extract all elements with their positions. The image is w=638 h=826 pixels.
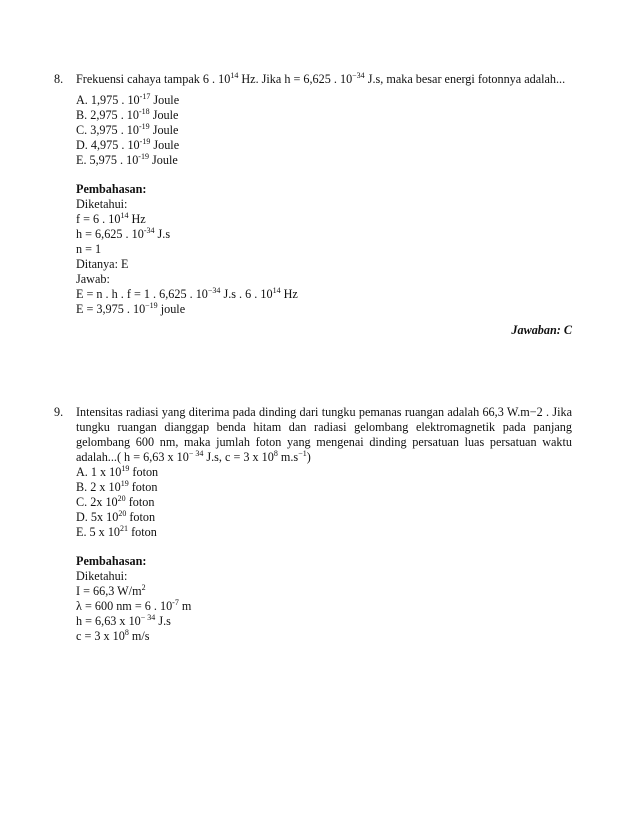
given-text: h = 6,625 . 10 (76, 227, 144, 241)
option-text: C. 3,975 . 10 (76, 123, 139, 137)
pembahasan-title: Pembahasan: (76, 182, 147, 196)
option-text: B. 2 x 10 (76, 480, 121, 494)
exponent: 20 (117, 493, 126, 503)
given-planck (76, 614, 572, 629)
pembahasan-title: Pembahasan: (76, 554, 147, 568)
exponent: -7 (172, 597, 179, 607)
option-a (76, 93, 572, 108)
jawab-label: Jawab: (76, 272, 110, 286)
option-unit: foton (129, 465, 159, 479)
explanation (76, 554, 572, 644)
question-8 (54, 72, 572, 338)
option-text: D. 4,975 . 10 (76, 138, 140, 152)
formula-text: J.s . 6 . 10 (220, 287, 273, 301)
given-text: f = 6 . 10 (76, 212, 121, 226)
option-unit: Joule (148, 153, 178, 167)
exponent: -19 (138, 121, 150, 131)
question-text-part: J.s, c = 3 x 10 (203, 450, 274, 464)
exponent: -19 (138, 151, 149, 161)
option-e (76, 525, 572, 540)
option-d (76, 510, 572, 525)
option-text: E. 5 x 10 (76, 525, 121, 539)
given-light-speed (76, 629, 572, 644)
question-text-part: ) (306, 450, 311, 464)
exponent: 21 (120, 523, 129, 533)
given-text: h = 6,63 x 10 (76, 614, 141, 628)
exponent: -19 (139, 136, 151, 146)
question-number: 9. (54, 405, 64, 419)
exponent: −34 (207, 285, 221, 295)
option-unit: Joule (149, 108, 179, 122)
option-unit: foton (128, 525, 157, 539)
given-text: c = 3 x 10 (76, 629, 125, 643)
option-e (76, 153, 572, 168)
given-text: λ = 600 nm = 6 . 10 (76, 599, 173, 613)
exponent: −19 (145, 300, 158, 310)
given-unit: m/s (128, 629, 150, 643)
exponent: 14 (120, 210, 129, 220)
option-text: D. 5x 10 (76, 510, 119, 524)
exponent: 2 (141, 582, 146, 592)
given-unit: J.s (155, 614, 171, 628)
option-unit: Joule (150, 93, 180, 107)
option-text: A. 1,975 . 10 (76, 93, 140, 107)
exponent: −1 (298, 448, 307, 458)
question-9 (54, 405, 572, 644)
exponent: -17 (139, 91, 151, 101)
option-c (76, 495, 572, 510)
ditanya-label: Ditanya: E (76, 257, 129, 271)
given-unit: m (178, 599, 192, 613)
option-c (76, 123, 572, 138)
given-unit: Hz (128, 212, 146, 226)
diketahui-label: Diketahui: (76, 197, 128, 211)
question-number: 8. (54, 72, 64, 86)
option-unit: foton (125, 495, 155, 509)
spacer (54, 540, 572, 554)
exponent: 8 (124, 627, 129, 637)
question-text (76, 72, 572, 87)
question-text-part: Frekuensi cahaya tampak 6 . 10 (76, 72, 231, 86)
given-wavelength (76, 599, 572, 614)
question-text-part: J.s, maka besar energi fotonnya adalah... (364, 72, 566, 86)
given-frequency (76, 212, 572, 227)
explanation (76, 182, 572, 317)
exponent: 8 (273, 448, 278, 458)
question-text-part: Hz. Jika h = 6,625 . 10 (238, 72, 353, 86)
option-unit: foton (126, 510, 156, 524)
exponent: -34 (143, 225, 155, 235)
option-text: A. 1 x 10 (76, 465, 122, 479)
result-unit: joule (157, 302, 186, 316)
option-unit: Joule (149, 123, 179, 137)
question-9-header (54, 405, 572, 465)
question-8-header (54, 72, 572, 87)
exponent: -18 (138, 106, 150, 116)
option-text: E. 5,975 . 10 (76, 153, 139, 167)
given-text: I = 66,3 W/m (76, 584, 142, 598)
exponent: − 34 (140, 612, 156, 622)
option-text: C. 2x 10 (76, 495, 118, 509)
final-answer: Jawaban: C (511, 323, 572, 337)
question-text-part: Intensitas radiasi yang diterima pada dinding dari tungku pemanas ruangan adalah 66,3 W.m−2 . Jika tungku ruangan dianggap benda hitam dan radiasi gelombang elektromagnetik pada panjang gelombang 600 nm, maka jumlah foton yang mengenai dinding persatuan luas persatuan waktu adalah...( h = 6,63 x 10 (76, 405, 572, 464)
option-unit: Joule (150, 138, 180, 152)
given-planck (76, 227, 572, 242)
given-n: n = 1 (76, 242, 102, 256)
exponent: 14 (230, 70, 239, 80)
given-unit: J.s (154, 227, 171, 241)
exponent: 19 (120, 478, 129, 488)
formula-text: Hz (280, 287, 298, 301)
given-intensity (76, 584, 572, 599)
answer-options (76, 465, 572, 540)
result-text: E = 3,975 . 10 (76, 302, 146, 316)
answer-options (76, 93, 572, 168)
option-b (76, 480, 572, 495)
option-b (76, 108, 572, 123)
spacer (54, 168, 572, 182)
exponent: 20 (118, 508, 127, 518)
energy-result (76, 302, 572, 317)
option-d (76, 138, 572, 153)
energy-formula (76, 287, 572, 302)
option-a (76, 465, 572, 480)
question-text-part: m.s (277, 450, 299, 464)
diketahui-label: Diketahui: (76, 569, 128, 583)
option-unit: foton (128, 480, 158, 494)
exponent: 14 (272, 285, 281, 295)
exponent: 19 (121, 463, 130, 473)
exponent: −34 (352, 70, 365, 80)
question-text (76, 405, 572, 465)
option-text: B. 2,975 . 10 (76, 108, 139, 122)
formula-text: E = n . h . f = 1 . 6,625 . 10 (76, 287, 208, 301)
exponent: − 34 (188, 448, 204, 458)
